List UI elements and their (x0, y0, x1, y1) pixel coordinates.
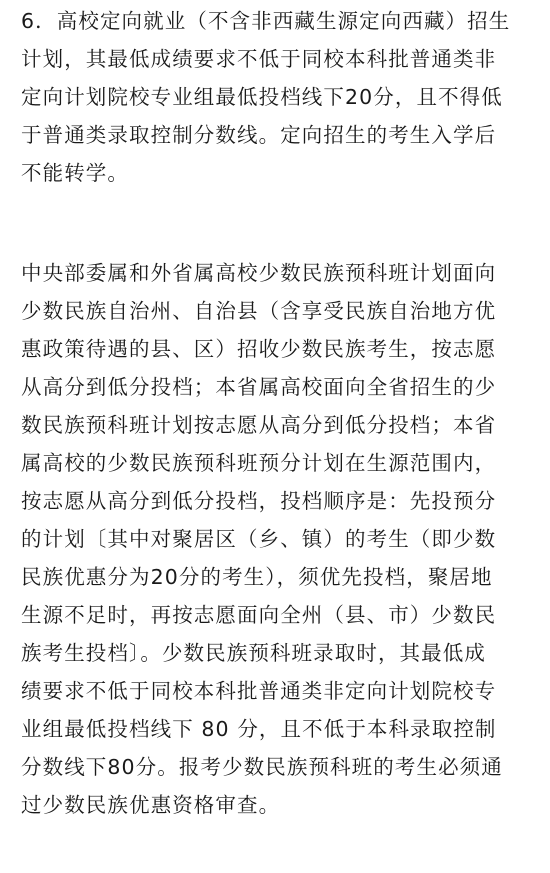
text-line: 按志愿从高分到低分投档，投档顺序是：先投预分 (21, 489, 497, 513)
text-line: 属高校的少数民族预科班预分计划在生源范围内， (21, 451, 497, 475)
text-line: 于普通类录取控制分数线。定向招生的考生入学后 (21, 123, 497, 147)
text-line: 少数民族自治州、自治县（含享受民族自治地方优 (21, 299, 497, 323)
text-line: 定向计划院校专业组最低投档线下20分，且不得低 (21, 85, 503, 109)
text-line: 族考生投档〕。少数民族预科班录取时，其最低成 (21, 641, 486, 665)
text-line: 数民族预科班计划按志愿从高分到低分投档；本省 (21, 413, 497, 437)
text-line: 生源不足时，再按志愿面向全州（县、市）少数民 (21, 603, 497, 627)
text-line: 的计划〔其中对聚居区（乡、镇）的考生（即少数 (21, 527, 497, 551)
text-line: 计划，其最低成绩要求不低于同校本科批普通类非 (21, 47, 497, 71)
text-line: 中央部委属和外省属高校少数民族预科班计划面向 (21, 261, 497, 285)
paragraph-minority-preparatory (21, 254, 533, 824)
text-line: 民族优惠分为20分的考生），须优先投档，聚居地 (21, 565, 493, 589)
text-line: 不能转学。 (21, 161, 129, 185)
text-line: 从高分到低分投档；本省属高校面向全省招生的少 (21, 375, 497, 399)
paragraph-directional-employment (21, 2, 533, 192)
text-line: 业组最低投档线下 80 分，且不低于本科录取控制 (21, 717, 497, 741)
text-line: 过少数民族优惠资格审查。 (21, 793, 281, 817)
text-line: 6．高校定向就业（不含非西藏生源定向西藏）招生 (21, 9, 511, 33)
text-line: 惠政策待遇的县、区）招收少数民族考生，按志愿 (21, 337, 497, 361)
text-line: 分数线下80分。报考少数民族预科班的考生必须通 (21, 755, 503, 779)
text-line: 绩要求不低于同校本科批普通类非定向计划院校专 (21, 679, 497, 703)
